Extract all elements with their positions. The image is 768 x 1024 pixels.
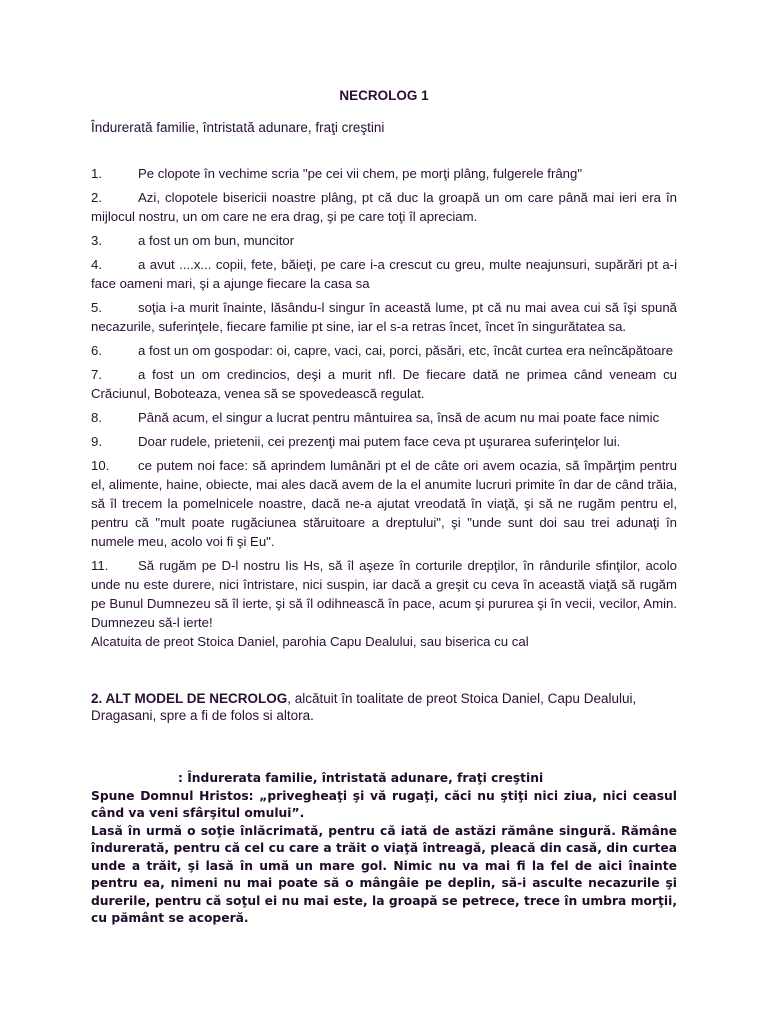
list-item — [91, 341, 677, 360]
item-text: Pe clopote în vechime scria "pe cei vii chem, pe morţi plâng, fulgerele frâng" — [138, 166, 583, 181]
item-text: soţia i-a murit înainte, lăsându-l singur în această lume, pt că nu mai avea cui să îşi spună necazurile, suferinţele, fiecare familie pt sine, iar el s-a retras încet, încet în singurătatea sa. — [91, 300, 677, 334]
item-number: 2. — [91, 190, 102, 205]
numbered-list — [91, 164, 677, 651]
item-text: Azi, clopotele bisericii noastre plâng, pt că duc la groapă un om care până mai ieri era în mijlocul nostru, un om care ne era drag, şi pe care toţi îl apreciam. — [91, 190, 677, 224]
item-number: 11. — [91, 558, 109, 573]
item-number: 3. — [91, 233, 102, 248]
item-number: 1. — [91, 166, 102, 181]
list-item — [91, 298, 677, 336]
item-text: Până acum, el singur a lucrat pentru mântuirea sa, însă de acum nu mai poate face nimic — [138, 410, 660, 425]
item-number: 8. — [91, 410, 102, 425]
item-text: a fost un om credincios, deşi a murit nfl. De fiecare dată ne primea când veneam cu Crăciunul, Boboteaza, venea să se spovedească regulat. — [91, 367, 677, 401]
greeting-line: Îndurerată familie, întristată adunare, fraţi creştini — [91, 120, 385, 135]
item-number: 10. — [91, 458, 110, 473]
item-text: Doar rudele, prietenii, cei prezenţi mai putem face ceva pt uşurarea suferinţelor lui. — [138, 434, 621, 449]
list-item — [91, 255, 677, 293]
item-number: 4. — [91, 257, 102, 272]
item-text: a avut ....x... copii, fete, băieţi, pe care i-a crescut cu greu, multe neajunsuri, supărări pt a-i face oameni mari, şi a ajunge fiecare la casa sa — [91, 257, 677, 291]
section-2 — [91, 690, 677, 724]
list-item — [91, 556, 677, 632]
list-item — [91, 456, 677, 551]
item-text: a fost un om bun, muncitor — [138, 233, 295, 248]
list-item — [91, 365, 677, 403]
item-text: a fost un om gospodar: oi, capre, vaci, cai, porci, păsări, etc, încât curtea era neîncăpătoare — [138, 343, 674, 358]
list-item — [91, 432, 677, 451]
necrolog-2-quote: Spune Domnul Hristos: „privegheaţi şi vă rugaţi, căci nu ştiţi nici ziua, nici ceasul când va veni sfârşitul omului”. — [91, 788, 677, 820]
item-text: Să rugăm pe D-l nostru Iis Hs, să îl aşeze în corturile drepţilor, în rândurile sfinţilor, acolo unde nu este durere, nici întristare, nici suspin, iar dacă a greşit cu ceva în această viaţă să rugăm pe Bunul Dumnezeu să îl ierte, şi să îl odihnească în pace, acum şi pururea şi în vecii, vecilor, Amin. Dumnezeu să-l ierte! — [91, 558, 677, 630]
section-2-heading: 2. ALT MODEL DE NECROLOG — [91, 691, 288, 706]
list-item — [91, 164, 677, 183]
page-title: NECROLOG 1 — [339, 88, 429, 103]
author-credit: Alcatuita de preot Stoica Daniel, parohia Capu Dealului, sau biserica cu cal — [91, 634, 529, 649]
list-item — [91, 188, 677, 226]
necrolog-2-paragraph: Lasă în urmă o soţie înlăcrimată, pentru că iată de astăzi rămâne singură. Rămâne îndurerată, pentru că cel cu care a trăit o viaţă întreagă, pleacă din casă, din curtea unde a trăit, şi lasă în umă un mare gol. Nimic nu va mai fi la fel de aici înainte pentru ea, nimeni nu mai poate să o mângâie pe deplin, să-i asculte necazurile şi durerile, pentru că soţul ei nu mai este, la groapă se petrece, trece în umbra morţii, cu pământ se acoperă. — [91, 823, 677, 925]
necrolog-2-body — [91, 770, 677, 928]
item-text: ce putem noi face: să aprindem lumânări pt el de câte ori avem ocazia, să împărţim pentru el, alimente, haine, obiecte, mai ales dacă avem de la el anumite lucruri primite în dar de când trăia, să îl trecem la pomelnicele noastre, dacă ne-a ajutat vreodată în viaţă, şi să ne rugăm pentru el, pentru că "mult poate rugăciunea stăruitoare a dreptului", şi "unde sunt doi sau trei adunaţi în numele meu, acolo voi fi şi Eu". — [91, 458, 677, 549]
list-item — [91, 408, 677, 427]
necrolog-2-greeting: : Îndurerata familie, întristată adunare, fraţi creştini — [178, 771, 544, 785]
section-2-text: , alcătuit în toalitate de preot Stoica Daniel, Capu Dealului, Dragasani, spre a fi de folos si altora. — [91, 691, 637, 723]
item-number: 6. — [91, 343, 102, 358]
item-number: 7. — [91, 367, 102, 382]
item-number: 5. — [91, 300, 102, 315]
item-number: 9. — [91, 434, 102, 449]
list-item — [91, 231, 677, 250]
